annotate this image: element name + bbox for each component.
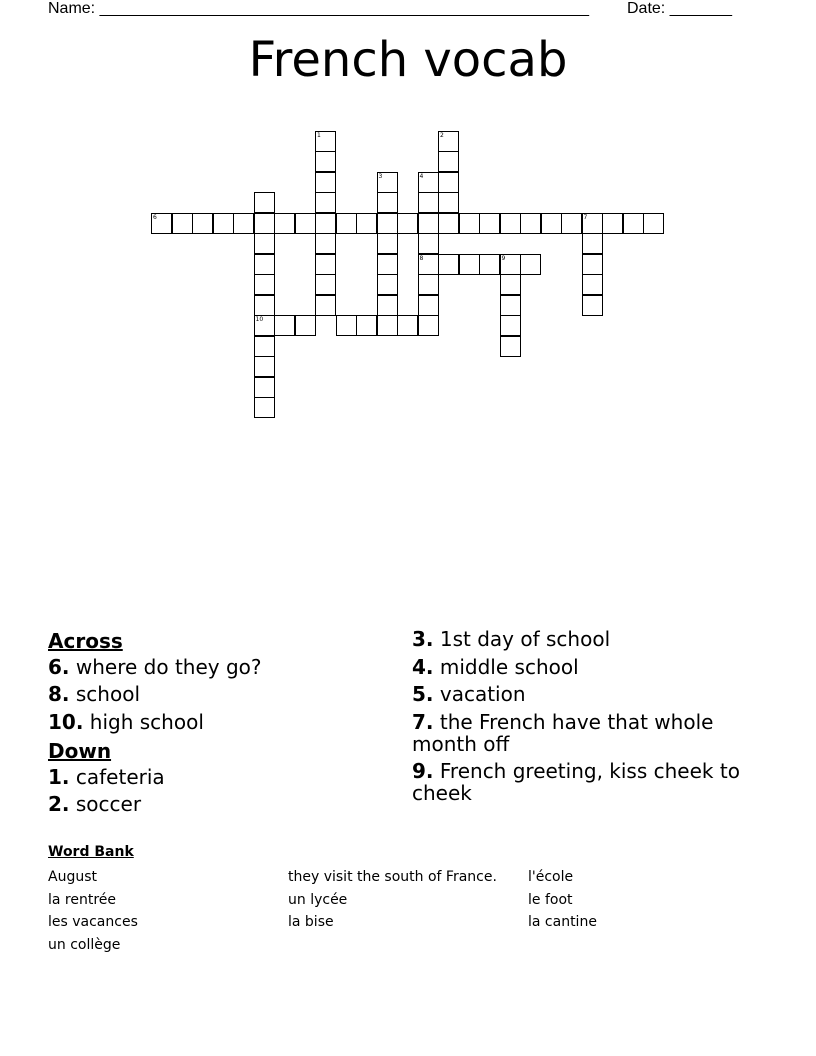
crossword-cell[interactable]: [377, 172, 398, 193]
crossword-cell[interactable]: [418, 295, 439, 316]
crossword-cell[interactable]: [274, 213, 295, 234]
crossword-cell[interactable]: [254, 336, 275, 357]
crossword-cell[interactable]: [418, 254, 439, 275]
crossword-cell[interactable]: [459, 254, 480, 275]
crossword-cell[interactable]: [623, 213, 644, 234]
crossword-cell[interactable]: [418, 315, 439, 336]
cell-number: 10: [255, 316, 264, 323]
crossword-cell[interactable]: [336, 213, 357, 234]
word-bank-title: Word Bank: [48, 844, 134, 860]
crossword-cell[interactable]: [500, 274, 521, 295]
crossword-cell[interactable]: [377, 274, 398, 295]
crossword-cell[interactable]: [438, 213, 459, 234]
clue-number: 10.: [48, 709, 84, 734]
crossword-cell[interactable]: [274, 315, 295, 336]
crossword-cell[interactable]: [295, 315, 316, 336]
crossword-cell[interactable]: [315, 274, 336, 295]
crossword-cell[interactable]: [500, 336, 521, 357]
clue-number: 9.: [412, 759, 434, 783]
crossword-cell[interactable]: [315, 151, 336, 172]
clue-text: the French have that whole month off: [412, 709, 714, 756]
clues-left-column: [48, 628, 388, 821]
word-bank-column-2: [288, 866, 497, 934]
crossword-cell[interactable]: [254, 397, 275, 418]
crossword-cell[interactable]: [377, 315, 398, 336]
clue-number: 5.: [412, 682, 434, 706]
crossword-cell[interactable]: [356, 315, 377, 336]
crossword-cell[interactable]: [254, 295, 275, 316]
clue-text: French greeting, kiss cheek to cheek: [412, 759, 740, 805]
crossword-cell[interactable]: [643, 213, 664, 234]
crossword-cell[interactable]: [459, 213, 480, 234]
clue-text: cafeteria: [75, 764, 165, 789]
clue-down-7: [412, 711, 762, 755]
crossword-cell[interactable]: [377, 295, 398, 316]
crossword-cell[interactable]: [397, 315, 418, 336]
crossword-cell[interactable]: [500, 295, 521, 316]
clue-text: vacation: [439, 682, 526, 706]
crossword-cell[interactable]: [479, 254, 500, 275]
across-heading: Across: [48, 629, 123, 653]
clue-text: soccer: [75, 792, 142, 816]
crossword-cell[interactable]: [315, 192, 336, 213]
crossword-cell[interactable]: [254, 233, 275, 254]
clues-right-column: [412, 628, 762, 810]
clue-text: school: [75, 682, 140, 706]
clue-number: 1.: [48, 764, 70, 789]
crossword-cell[interactable]: [233, 213, 254, 234]
crossword-cell[interactable]: [151, 213, 172, 234]
clue-number: 6.: [48, 654, 70, 679]
crossword-cell[interactable]: [561, 213, 582, 234]
crossword-cell[interactable]: [418, 192, 439, 213]
clue-number: 7.: [412, 709, 434, 734]
cell-number: 9: [501, 254, 506, 262]
crossword-cell[interactable]: [582, 295, 603, 316]
crossword-cell[interactable]: [254, 213, 275, 234]
page-title: French vocab: [248, 32, 568, 88]
crossword-cell[interactable]: [582, 254, 603, 275]
crossword-cell[interactable]: [500, 254, 521, 275]
clue-text: middle school: [439, 654, 579, 679]
down-heading: Down: [48, 739, 112, 763]
date-field[interactable]: Date: _______: [627, 0, 732, 17]
crossword-cell[interactable]: [377, 213, 398, 234]
clue-down-2: [48, 793, 388, 815]
crossword-cell[interactable]: [172, 213, 193, 234]
word-bank-item: l'école: [528, 869, 574, 885]
clue-number: 4.: [412, 654, 434, 679]
word-bank-column-1: [48, 866, 138, 956]
word-bank-item: la rentrée: [48, 891, 117, 908]
clue-across-8: [48, 683, 388, 705]
clue-number: 3.: [412, 627, 434, 651]
crossword-cell[interactable]: [397, 213, 418, 234]
crossword-cell[interactable]: [315, 213, 336, 234]
crossword-cell[interactable]: [315, 233, 336, 254]
clue-down-5: [412, 683, 762, 705]
name-field[interactable]: Name: _______________________________________________________: [48, 0, 589, 17]
crossword-cell[interactable]: [500, 213, 521, 234]
word-bank-item: le foot: [528, 891, 573, 908]
crossword-cell[interactable]: [582, 233, 603, 254]
word-bank-item: August: [48, 869, 97, 885]
crossword-cell[interactable]: [377, 233, 398, 254]
crossword-cell[interactable]: [500, 315, 521, 336]
clue-across-10: [48, 711, 388, 733]
crossword-cell[interactable]: [438, 172, 459, 193]
crossword-cell[interactable]: [254, 315, 275, 336]
cell-number: 1: [317, 131, 321, 139]
word-bank-item: la bise: [288, 914, 334, 931]
crossword-cell[interactable]: [336, 315, 357, 336]
cell-number: 3: [378, 172, 383, 180]
crossword-cell[interactable]: [479, 213, 500, 234]
crossword-cell[interactable]: [315, 131, 336, 152]
crossword-cell[interactable]: [438, 192, 459, 213]
crossword-grid: [0, 0, 816, 420]
word-bank-column-3: [528, 866, 597, 934]
clue-text: where do they go?: [75, 654, 262, 679]
cell-number: 8: [419, 254, 424, 262]
crossword-cell[interactable]: [356, 213, 377, 234]
word-bank-item: la cantine: [528, 914, 597, 931]
crossword-cell[interactable]: [254, 377, 275, 398]
crossword-cell[interactable]: [438, 131, 459, 152]
crossword-cell[interactable]: [377, 192, 398, 213]
clue-text: high school: [89, 709, 204, 734]
crossword-cell[interactable]: [418, 213, 439, 234]
crossword-cell[interactable]: [418, 172, 439, 193]
crossword-cell[interactable]: [377, 254, 398, 275]
crossword-cell[interactable]: [438, 151, 459, 172]
crossword-cell[interactable]: [315, 254, 336, 275]
crossword-cell[interactable]: [520, 213, 541, 234]
crossword-cell[interactable]: [541, 213, 562, 234]
clue-down-3: [412, 628, 762, 650]
crossword-cell[interactable]: [254, 356, 275, 377]
crossword-cell[interactable]: [582, 213, 603, 234]
word-bank-item: un lycée: [288, 891, 348, 908]
crossword-cell[interactable]: [213, 213, 234, 234]
word-bank-item: they visit the south of France.: [288, 869, 497, 885]
crossword-cell[interactable]: [520, 254, 541, 275]
word-bank-item: les vacances: [48, 914, 138, 931]
cell-number: 6: [153, 213, 157, 221]
crossword-cell[interactable]: [254, 274, 275, 295]
crossword-cell[interactable]: [315, 172, 336, 193]
clue-down-9: [412, 760, 762, 804]
clue-down-4: [412, 656, 762, 678]
crossword-cell[interactable]: [438, 254, 459, 275]
crossword-cell[interactable]: [582, 274, 603, 295]
clue-number: 8.: [48, 682, 70, 706]
crossword-cell[interactable]: [602, 213, 623, 234]
crossword-cell[interactable]: [254, 192, 275, 213]
clue-text: 1st day of school: [439, 627, 611, 651]
cell-number: 4: [419, 172, 424, 180]
crossword-cell[interactable]: [254, 254, 275, 275]
crossword-cell[interactable]: [418, 274, 439, 295]
crossword-cell[interactable]: [295, 213, 316, 234]
clue-across-6: [48, 656, 388, 678]
clue-down-1: [48, 766, 388, 788]
cell-number: 2: [440, 131, 444, 139]
cell-number: 7: [583, 213, 588, 221]
clue-number: 2.: [48, 792, 70, 816]
crossword-cell[interactable]: [418, 233, 439, 254]
crossword-cell[interactable]: [315, 295, 336, 316]
word-bank-item: un collège: [48, 936, 121, 953]
crossword-cell[interactable]: [192, 213, 213, 234]
